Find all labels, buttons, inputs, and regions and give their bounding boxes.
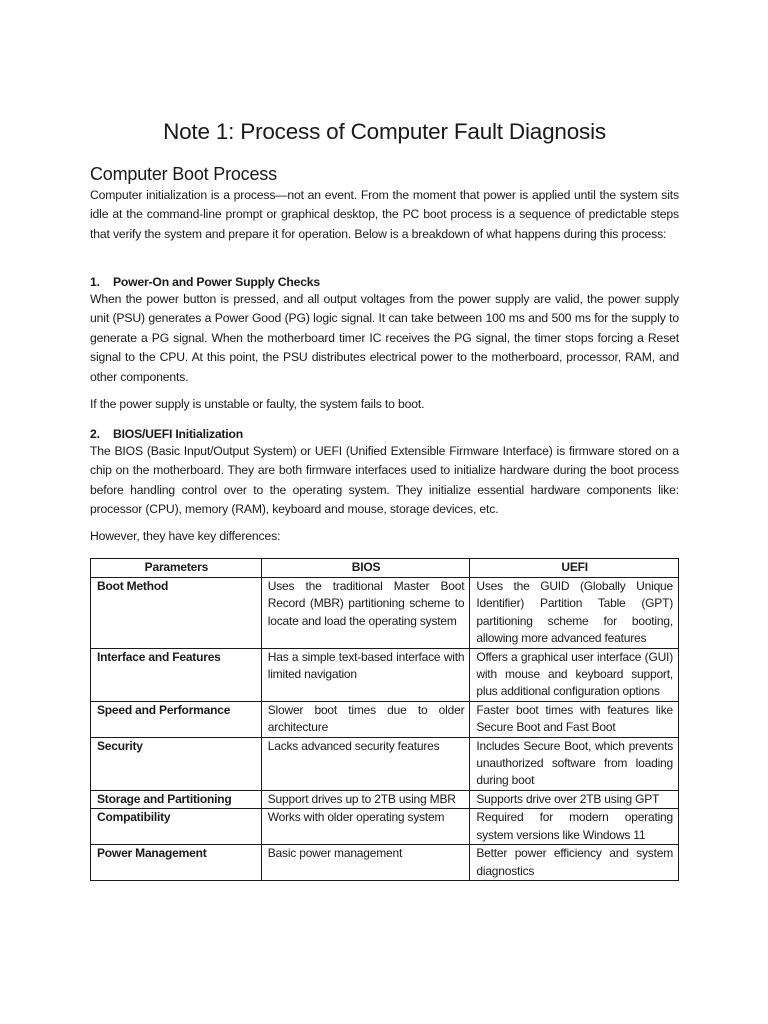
table-cell-parameter: Speed and Performance <box>91 701 262 737</box>
table-cell-bios: Basic power management <box>261 845 470 881</box>
table-row <box>91 648 679 701</box>
step-1-title: Power-On and Power Supply Checks <box>113 275 320 289</box>
table-cell-bios: Lacks advanced security features <box>261 737 470 790</box>
table-cell-bios: Works with older operating system <box>261 809 470 845</box>
table-cell-parameter: Interface and Features <box>91 648 262 701</box>
intro-paragraph: Computer initialization is a process—not an event. From the moment that power is applied until the system sits idle at the command-line prompt or graphical desktop, the PC boot process is a sequence of predictable steps that verify the system and prepare it for operation. Below is a breakdown of what happens during this process: <box>90 188 679 241</box>
step-1-number: 1. <box>90 275 100 289</box>
step-2-title: BIOS/UEFI Initialization <box>113 427 243 441</box>
table-header-parameters: Parameters <box>91 559 262 578</box>
table-cell-bios: Has a simple text-based interface with limited navigation <box>261 648 470 701</box>
table-cell-uefi: Offers a graphical user interface (GUI) with mouse and keyboard support, plus additional configuration options <box>470 648 679 701</box>
table-cell-uefi: Includes Secure Boot, which prevents unauthorized software from loading during boot <box>470 737 679 790</box>
table-cell-bios: Slower boot times due to older architecture <box>261 701 470 737</box>
document-title: Note 1: Process of Computer Fault Diagnosis <box>163 119 606 144</box>
table-cell-uefi: Supports drive over 2TB using GPT <box>470 790 679 808</box>
table-row <box>91 578 679 649</box>
table-header-uefi: UEFI <box>470 559 679 578</box>
table-cell-parameter: Storage and Partitioning <box>91 790 262 808</box>
table-cell-uefi: Required for modern operating system versions like Windows 11 <box>470 809 679 845</box>
step-1-note: If the power supply is unstable or faulty, the system fails to boot. <box>90 397 425 411</box>
table-row <box>91 845 679 881</box>
step-2-number: 2. <box>90 427 100 441</box>
table-header-bios: BIOS <box>261 559 470 578</box>
step-2-note: However, they have key differences: <box>90 529 281 543</box>
table-cell-uefi: Faster boot times with features like Secure Boot and Fast Boot <box>470 701 679 737</box>
table-cell-parameter: Power Management <box>91 845 262 881</box>
bios-uefi-comparison-table <box>90 558 679 881</box>
table-cell-parameter: Compatibility <box>91 809 262 845</box>
step-1-body: When the power button is pressed, and all output voltages from the power supply are valid, the power supply unit (PSU) generates a Power Good (PG) logic signal. It can take between 100 ms and 500 ms for the supply to generate a PG signal. When the motherboard timer IC receives the PG signal, the timer stops forcing a Reset signal to the CPU. At this point, the PSU distributes electrical power to the motherboard, processor, RAM, and other components. <box>90 292 679 384</box>
table-cell-bios: Uses the traditional Master Boot Record (MBR) partitioning scheme to locate and load the operating system <box>261 578 470 649</box>
table-cell-parameter: Boot Method <box>91 578 262 649</box>
step-1-heading <box>90 273 320 291</box>
table-row <box>91 790 679 808</box>
section-heading: Computer Boot Process <box>90 164 277 184</box>
step-2-heading <box>90 425 243 443</box>
table-row <box>91 809 679 845</box>
step-2-body: The BIOS (Basic Input/Output System) or UEFI (Unified Extensible Firmware Interface) is firmware stored on a chip on the motherboard. They are both firmware interfaces used to initialize hardware during the boot process before handling control over to the operating system. They initialize essential hardware components like: processor (CPU), memory (RAM), keyboard and mouse, storage devices, etc. <box>90 444 679 517</box>
table-row <box>91 701 679 737</box>
table-cell-parameter: Security <box>91 737 262 790</box>
table-cell-bios: Support drives up to 2TB using MBR <box>261 790 470 808</box>
table-header-row <box>91 559 679 578</box>
table-row <box>91 737 679 790</box>
table-cell-uefi: Uses the GUID (Globally Unique Identifier) Partition Table (GPT) partitioning scheme for booting, allowing more advanced features <box>470 578 679 649</box>
table-cell-uefi: Better power efficiency and system diagnostics <box>470 845 679 881</box>
